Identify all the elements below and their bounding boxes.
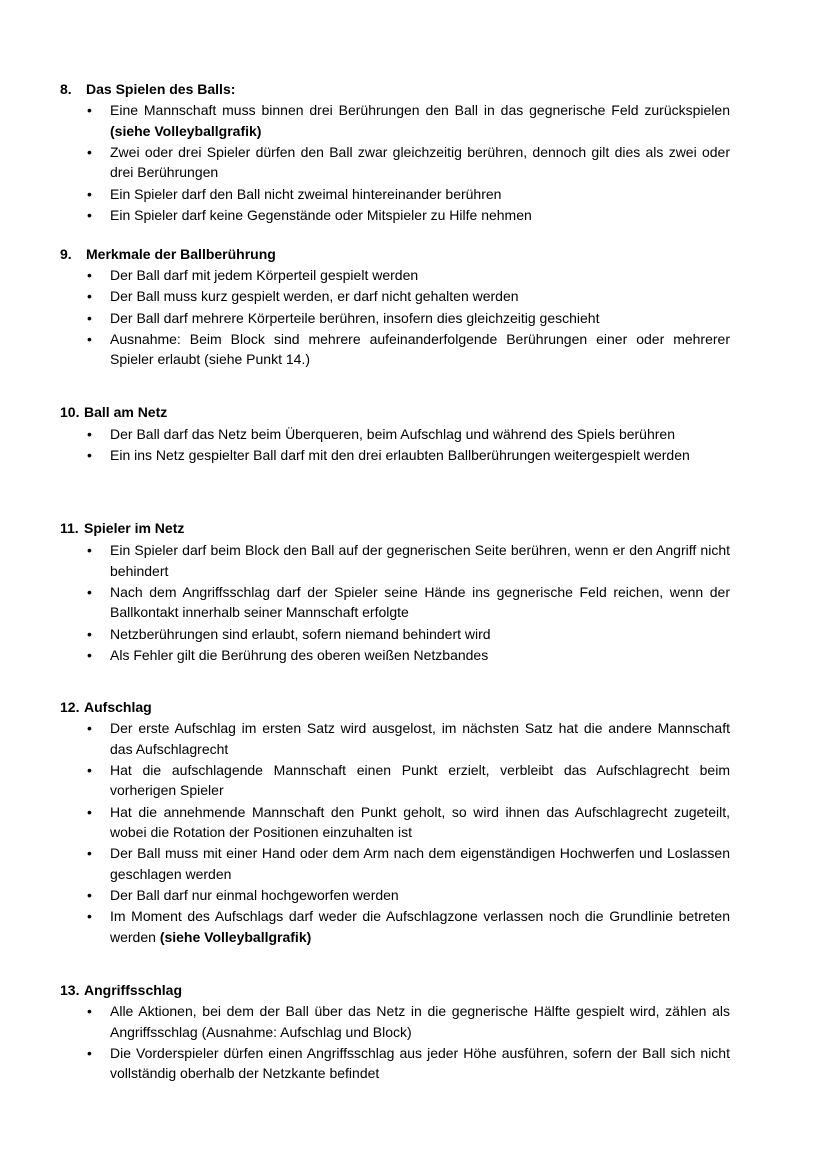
- section-number: 12.: [60, 699, 80, 715]
- item-text: Ein Spieler darf keine Gegenstände oder Mitspieler zu Hilfe nehmen: [110, 206, 532, 223]
- item-text: Ein ins Netz gespielter Ball darf mit den drei erlaubten Ballberührungen weitergespielt werden: [110, 447, 690, 464]
- bullet-icon: •: [87, 447, 92, 464]
- item-text: Hat die aufschlagende Mannschaft einen Punkt erzielt, verbleibt das Aufschlagrecht beim vorherigen Spieler: [110, 761, 730, 799]
- item-text: Der Ball darf nur einmal hochgeworfen werden: [110, 887, 399, 904]
- bullet-icon: •: [87, 267, 92, 283]
- item-text: Ein Spieler darf beim Block den Ball auf der gegnerischen Seite berühren, wenn er den Angriff nicht behindert: [110, 542, 730, 579]
- bullet-icon: •: [87, 288, 92, 305]
- bullet-icon: •: [87, 1044, 92, 1061]
- section-title: Merkmale der Ballberührung: [86, 246, 276, 262]
- list-item: [86, 540, 730, 581]
- bullet-icon: •: [87, 426, 92, 442]
- list-item: [86, 286, 730, 307]
- list-item: [86, 885, 730, 906]
- item-text: Ein Spieler darf den Ball nicht zweimal hintereinander berühren: [110, 185, 502, 202]
- item-text: Hat die annehmende Mannschaft den Punkt geholt, so wird ihnen das Aufschlagrecht zugeteilt, wobei die Rotation der Positionen einzuhalten ist: [110, 803, 730, 841]
- bullet-icon: •: [87, 583, 92, 600]
- item-text: Der Ball darf das Netz beim Überqueren, beim Aufschlag und während des Spiels berühren: [110, 426, 675, 442]
- item-text: Ausnahme: Beim Block sind mehrere aufeinanderfolgende Berührungen einer oder mehrerer Spieler erlaubt (siehe Punkt 14.): [110, 330, 730, 368]
- list-item: [86, 802, 730, 843]
- list-item: [86, 100, 730, 141]
- item-text: Nach dem Angriffsschlag darf der Spieler seine Hände ins gegnerische Feld reichen, wenn der Ballkontakt innerhalb seiner Mannschaft erfolgte: [110, 583, 730, 621]
- section-number: 11.: [60, 520, 79, 536]
- list-item: [86, 308, 730, 329]
- item-text: Die Vorderspieler dürfen einen Angriffsschlag aus jeder Höhe ausführen, sofern der Ball sich nicht vollständig oberhalb der Netzkante befindet: [110, 1044, 730, 1082]
- bullet-icon: •: [87, 646, 92, 663]
- bullet-icon: •: [87, 720, 92, 736]
- item-text: Der Ball darf mit jedem Körperteil gespielt werden: [110, 267, 419, 283]
- item-text: Der erste Aufschlag im ersten Satz wird ausgelost, im nächsten Satz hat die andere Mannschaft das Aufschlagrecht: [110, 720, 730, 757]
- list-item: [86, 445, 730, 466]
- bullet-icon: •: [87, 908, 92, 925]
- list-item: [86, 205, 730, 226]
- bullet-icon: •: [87, 542, 92, 558]
- section-number: 10.: [60, 404, 80, 420]
- list-item: [86, 1001, 730, 1042]
- bullet-icon: •: [87, 1003, 92, 1019]
- section-heading: [60, 697, 152, 717]
- section-title: Aufschlag: [84, 699, 152, 715]
- bullet-list: [86, 424, 730, 467]
- bullet-list: [86, 100, 730, 226]
- bullet-icon: •: [87, 206, 92, 223]
- list-item: [86, 265, 730, 286]
- item-text: Alle Aktionen, bei dem der Ball über das Netz in die gegnerische Hälfte gespielt wird, zählen als Angriffsschlag (Ausnahme: Aufschlag und Block): [110, 1003, 730, 1040]
- item-bold-text: (siehe Volleyballgrafik): [159, 928, 312, 945]
- section-title: Ball am Netz: [84, 404, 168, 420]
- list-item: [86, 624, 730, 645]
- bullet-icon: •: [87, 803, 92, 820]
- section-title: Das Spielen des Balls:: [86, 81, 236, 97]
- item-text: Zwei oder drei Spieler dürfen den Ball zwar gleichzeitig berühren, dennoch gilt dies als zwei oder drei Berührungen: [110, 143, 730, 181]
- section-number: 9.: [60, 246, 72, 262]
- bullet-icon: •: [87, 625, 92, 642]
- bullet-icon: •: [87, 102, 92, 118]
- list-item: [86, 142, 730, 183]
- list-item: [86, 843, 730, 884]
- list-item: [86, 329, 730, 370]
- item-text: Der Ball muss kurz gespielt werden, er darf nicht gehalten werden: [110, 288, 519, 305]
- bullet-list: [86, 718, 730, 948]
- section-heading: [60, 402, 167, 422]
- section-number: 8.: [60, 81, 72, 97]
- list-item: [86, 582, 730, 623]
- item-text: Eine Mannschaft muss binnen drei Berührungen den Ball in das gegnerische Feld zurückspielen: [110, 102, 730, 118]
- item-text: Als Fehler gilt die Berührung des oberen weißen Netzbandes: [110, 646, 489, 663]
- item-text: Der Ball darf mehrere Körperteile berühren, insofern dies gleichzeitig geschieht: [110, 309, 600, 326]
- list-item: [86, 184, 730, 205]
- section-heading: [60, 980, 182, 1000]
- list-item: [86, 906, 730, 947]
- section-title: Angriffsschlag: [84, 982, 183, 998]
- item-text: Im Moment des Aufschlags darf weder die Aufschlagzone verlassen noch die Grundlinie betreten werden: [110, 908, 730, 945]
- bullet-list: [86, 265, 730, 371]
- bullet-icon: •: [87, 143, 92, 160]
- list-item: [86, 1043, 730, 1084]
- item-text: Der Ball muss mit einer Hand oder dem Arm nach dem eigenständigen Hochwerfen und Loslassen geschlagen werden: [110, 845, 730, 882]
- bullet-list: [86, 540, 730, 666]
- bullet-icon: •: [87, 330, 92, 347]
- section-heading: [60, 244, 276, 264]
- list-item: [86, 645, 730, 666]
- list-item: [86, 760, 730, 801]
- bullet-icon: •: [87, 845, 92, 862]
- bullet-icon: •: [87, 185, 92, 202]
- bullet-icon: •: [87, 309, 92, 326]
- list-item: [86, 718, 730, 759]
- section-heading: [60, 518, 184, 538]
- bullet-icon: •: [87, 887, 92, 904]
- section-title: Spieler im Netz: [84, 520, 185, 536]
- section-number: 13.: [60, 982, 80, 998]
- bullet-icon: •: [87, 761, 92, 778]
- item-text: Netzberührungen sind erlaubt, sofern niemand behindert wird: [110, 625, 491, 642]
- section-heading: [60, 79, 235, 99]
- bullet-list: [86, 1001, 730, 1085]
- list-item: [86, 424, 730, 445]
- item-bold-text: (siehe Volleyballgrafik): [110, 122, 262, 139]
